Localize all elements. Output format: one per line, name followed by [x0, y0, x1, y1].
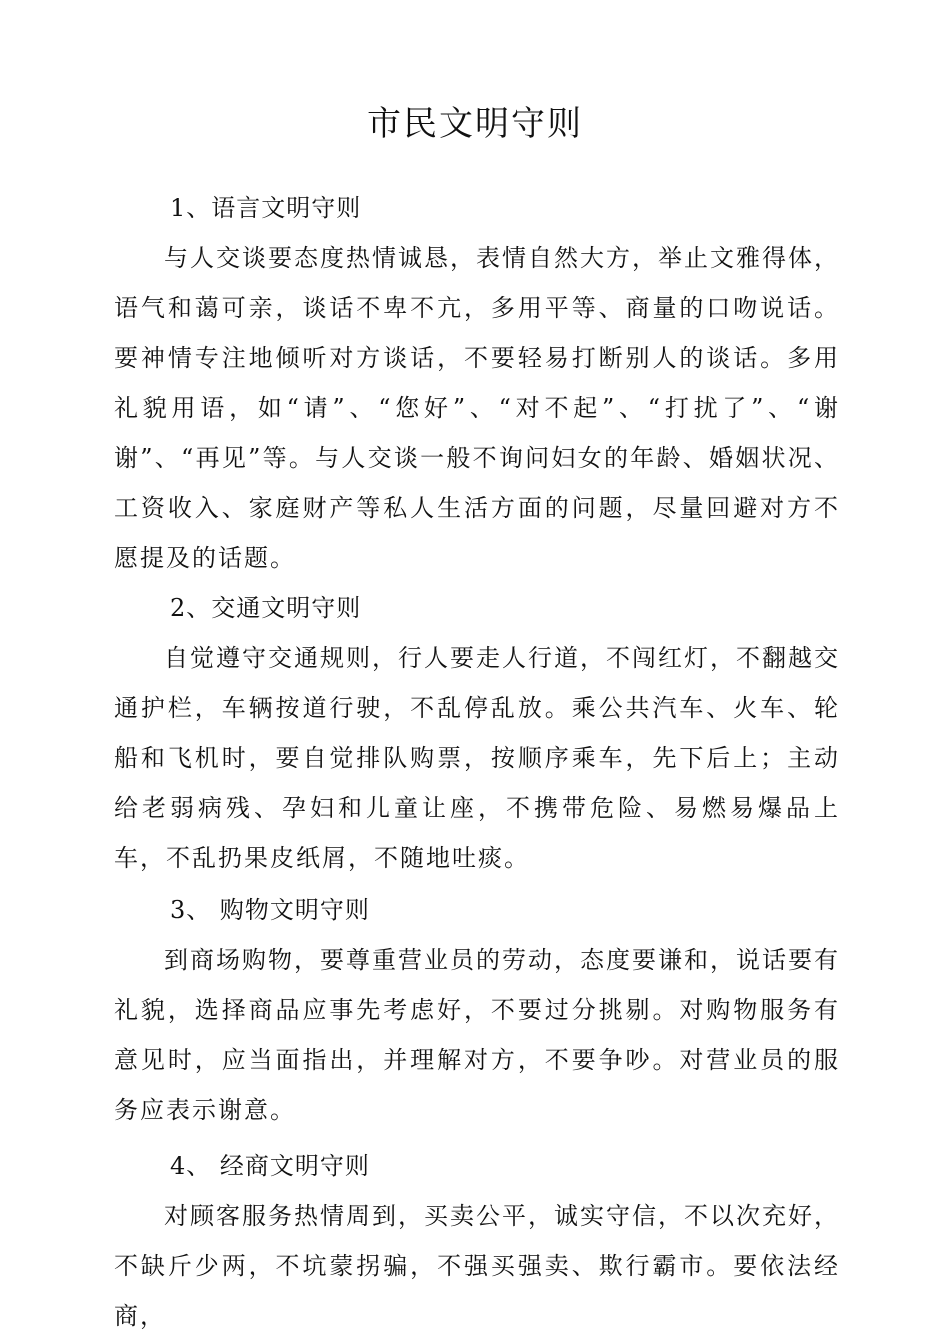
- document-body: [114, 183, 840, 1341]
- section-text-business: 对顾客服务热情周到，买卖公平，诚实守信，不以次充好，不缺斤少两，不坑蒙拐骗，不强买强卖、欺行霸市。要依法经商，: [114, 1202, 840, 1330]
- section-text-shopping: 到商场购物，要尊重营业员的劳动，态度要谦和，说话要有礼貌，选择商品应事先考虑好，不要过分挑剔。对购物服务有意见时，应当面指出，并理解对方，不要争吵。对营业员的服务应表示谢意。: [114, 946, 840, 1124]
- section-heading-shopping: 3、 购物文明守则: [170, 896, 370, 924]
- section-heading-business: 4、 经商文明守则: [170, 1152, 370, 1180]
- section-text-language: 与人交谈要态度热情诚恳，表情自然大方，举止文雅得体，语气和蔼可亲，谈话不卑不亢，多用平等、商量的口吻说话。要神情专注地倾听对方谈话，不要轻易打断别人的谈话。多用礼貌用语，如“请”、“您好”、“对不起”、“打扰了”、“谢谢”、“再见”等。与人交谈一般不询问妇女的年龄、婚姻状况、工资收入、家庭财产等私人生活方面的问题，尽量回避对方不愿提及的话题。: [114, 244, 840, 572]
- section-heading-traffic: 2、交通文明守则: [170, 594, 362, 622]
- page-title: 市民文明守则: [367, 104, 583, 144]
- section-heading-language: 1、语言文明守则: [170, 194, 362, 222]
- section-text-traffic: 自觉遵守交通规则，行人要走人行道，不闯红灯，不翻越交通护栏，车辆按道行驶，不乱停乱放。乘公共汽车、火车、轮船和飞机时，要自觉排队购票，按顺序乘车，先下后上；主动给老弱病残、孕妇和儿童让座，不携带危险、易燃易爆品上车，不乱扔果皮纸屑，不随地吐痰。: [114, 644, 840, 872]
